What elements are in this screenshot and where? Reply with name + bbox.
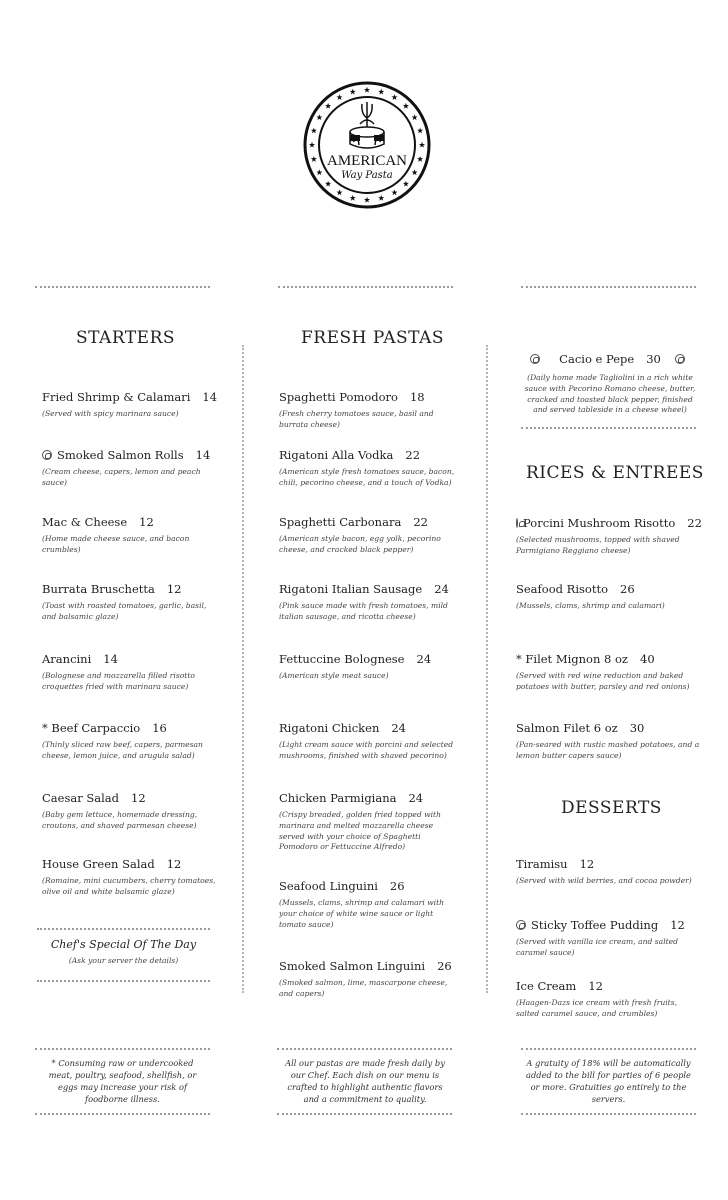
star-icon — [364, 87, 370, 93]
divider — [521, 1048, 696, 1050]
star-icon — [350, 89, 356, 95]
item-price: 12 — [588, 979, 603, 993]
item-price: 12 — [139, 515, 154, 529]
menu-item — [42, 515, 222, 556]
menu-item — [279, 721, 459, 762]
item-price: 12 — [670, 918, 685, 932]
star-icon — [378, 89, 384, 95]
star-icon — [336, 94, 342, 100]
divider — [37, 928, 210, 930]
item-name: Cacio e Pepe — [559, 352, 635, 366]
item-desc: (Fresh cherry tomatoes sauce, basil and burrata cheese) — [279, 409, 434, 429]
item-price: 14 — [103, 652, 118, 666]
item-price: 12 — [131, 791, 146, 805]
item-name: Fried Shrimp & Calamari — [42, 390, 191, 404]
item-name: Seafood Risotto — [516, 582, 608, 596]
divider — [37, 980, 210, 982]
item-name: Rigatoni Alla Vodka — [279, 448, 394, 462]
item-name: Salmon Filet 6 oz — [516, 721, 618, 735]
menu-item-header — [279, 959, 459, 973]
menu-item-header — [42, 652, 222, 666]
menu-item — [279, 652, 459, 682]
item-name: Caesar Salad — [42, 791, 120, 805]
footer-note-consumer-advisory: * Consuming raw or undercooked meat, poultry, seafood, shellfish, or eggs may increase your risk of foodborne illness. — [48, 1058, 197, 1105]
menu-item — [42, 857, 222, 898]
divider — [277, 1113, 452, 1115]
divider — [35, 1048, 210, 1050]
menu-item-header — [516, 652, 701, 666]
menu-item — [516, 652, 701, 693]
leaf-icon — [516, 920, 526, 930]
item-name: Rigatoni Chicken — [279, 721, 380, 735]
column-divider — [486, 345, 488, 993]
item-desc: (Light cream sauce with porcini and selected mushrooms, finished with shaved pecorino) — [279, 740, 454, 760]
star-icon — [412, 169, 418, 175]
star-icon — [350, 195, 356, 201]
item-price: 40 — [640, 652, 655, 666]
item-name: Burrata Bruschetta — [42, 582, 155, 596]
item-price: 26 — [437, 959, 452, 973]
star-icon — [378, 195, 384, 201]
star-icon — [391, 189, 397, 195]
item-name: Smoked Salmon Linguini — [279, 959, 426, 973]
item-desc: (Daily home made Tagliolini in a rich white sauce with Pecorino Romano cheese, butter, cracked and toasted black pepper, finished and served tableside in a cheese wheel) — [524, 373, 696, 415]
footer-note-gratuity: A gratuity of 18% will be automatically added to the bill for parties of 6 people or more. Gratuities go entirely to the servers. — [526, 1058, 691, 1105]
item-desc: (Thinly sliced raw beef, capers, parmesan cheese, lemon juice, and arugula salad) — [42, 740, 203, 760]
section-title-pastas: FRESH PASTAS — [301, 328, 445, 348]
item-name: Spaghetti Pomodoro — [279, 390, 398, 404]
star-icon — [403, 181, 409, 187]
logo-line1: AMERICAN — [326, 153, 408, 169]
star-icon — [309, 142, 315, 148]
item-desc: (Served with wild berries, and cocoa powder) — [516, 876, 692, 885]
leaf-icon — [530, 354, 540, 364]
item-desc: (Served with vanilla ice cream, and salted caramel sauce) — [516, 937, 679, 957]
item-desc: (Pink sauce made with fresh tomatoes, mild italian sausage, and ricotta cheese) — [279, 601, 448, 621]
menu-item — [279, 791, 459, 853]
star-icon — [417, 156, 423, 162]
item-name: Porcini Mushroom Risotto — [523, 516, 676, 530]
menu-item — [516, 721, 701, 762]
item-price: 22 — [413, 515, 428, 529]
menu-item — [279, 448, 459, 489]
menu-item-header — [279, 582, 459, 596]
menu-item — [279, 959, 459, 1000]
star-icon — [391, 94, 397, 100]
star-icon — [311, 128, 317, 134]
menu-item-header — [516, 516, 701, 530]
menu-item-header — [279, 721, 459, 735]
item-name: Mac & Cheese — [42, 515, 128, 529]
menu-item — [279, 390, 459, 431]
menu-item-header — [279, 448, 459, 462]
item-price: 24 — [408, 791, 424, 805]
menu-item — [42, 448, 222, 489]
item-desc: (Smoked salmon, lime, mascarpone cheese, and capers) — [279, 978, 448, 998]
item-price: 30 — [629, 721, 645, 735]
item-price: 24 — [391, 721, 406, 735]
menu-item-header — [516, 979, 701, 993]
menu-item — [42, 721, 222, 762]
item-desc: (Mussels, clams, shrimp and calamari with your choice of white wine sauce or light tomato sauce) — [279, 898, 445, 929]
leaf-icon — [675, 354, 685, 364]
item-name: Spaghetti Carbonara — [279, 515, 402, 529]
star-icon — [403, 103, 409, 109]
item-desc: (Romaine, mini cucumbers, cherry tomatoes, olive oil and white balsamic glaze) — [42, 876, 216, 896]
section-title-desserts: DESSERTS — [561, 798, 662, 818]
item-name: Arancini — [42, 652, 92, 666]
star-icon — [316, 114, 322, 120]
star-icon — [417, 128, 423, 134]
star-icon — [364, 197, 370, 203]
divider — [35, 286, 210, 288]
item-name: Ice Cream — [516, 979, 577, 993]
menu-item-header — [279, 791, 459, 805]
item-name: * Filet Mignon 8 oz — [516, 652, 628, 666]
menu-item-header — [279, 515, 459, 529]
item-name: Seafood Linguini — [279, 879, 378, 893]
menu-item — [516, 516, 701, 557]
item-name: Fettuccine Bolognese — [279, 652, 405, 666]
item-price: 30 — [646, 352, 661, 366]
divider — [277, 1048, 452, 1050]
item-desc: (Baby gem lettuce, homemade dressing, croutons, and shaved parmesan cheese) — [42, 810, 198, 830]
item-price: 22 — [687, 516, 702, 530]
item-price: 14 — [202, 390, 218, 404]
item-desc: (Haagen-Dazs ice cream with fresh fruits, salted caramel sauce, and crumbles) — [516, 998, 678, 1018]
star-icon — [316, 169, 322, 175]
menu-item-header — [42, 448, 222, 462]
menu-item-header — [42, 582, 222, 596]
item-name: Sticky Toffee Pudding — [531, 918, 659, 932]
item-desc: (American style bacon, egg yolk, pecorino cheese, and cracked black pepper) — [279, 534, 441, 554]
star-icon — [325, 181, 331, 187]
item-desc: (Home made cheese sauce, and bacon crumbles) — [42, 534, 190, 554]
menu-item — [279, 582, 459, 623]
item-desc: (Mussels, clams, shrimp and calamari) — [516, 601, 665, 610]
item-name: House Green Salad — [42, 857, 155, 871]
american-way-pasta-logo — [302, 80, 432, 210]
menu-item — [279, 515, 459, 556]
divider — [521, 286, 696, 288]
item-desc: (Pan-seared with rustic mashed potatoes, and a lemon butter capers sauce) — [516, 740, 700, 760]
menu-item — [42, 791, 222, 832]
item-price: 16 — [152, 721, 167, 735]
cacio-e-pepe-item — [521, 352, 699, 416]
menu-item-header — [279, 390, 459, 404]
menu-item-header — [516, 582, 701, 596]
leaf-icon — [516, 518, 518, 528]
item-price: 22 — [405, 448, 421, 462]
star-icon — [311, 156, 317, 162]
item-name: * Beef Carpaccio — [42, 721, 141, 735]
menu-item — [516, 918, 701, 959]
item-price: 18 — [409, 390, 425, 404]
menu-item-header — [516, 857, 701, 871]
menu-item-header — [279, 879, 459, 893]
item-price: 24 — [416, 652, 432, 666]
menu-item-header — [42, 791, 222, 805]
item-price: 14 — [195, 448, 211, 462]
menu-item — [42, 582, 222, 623]
item-desc: (Cream cheese, capers, lemon and peach sauce) — [42, 467, 201, 487]
item-desc: (American style meat sauce) — [279, 671, 389, 680]
item-desc: (Selected mushrooms, topped with shaved Parmigiano Reggiano cheese) — [516, 535, 680, 555]
divider — [35, 1113, 210, 1115]
leaf-icon — [42, 450, 52, 460]
item-desc: (American style fresh tomatoes sauce, bacon, chili, pecorino cheese, and a touch of Vodka) — [279, 467, 455, 487]
menu-item-header — [42, 515, 222, 529]
menu-item-header — [516, 918, 701, 932]
menu-item-header — [279, 652, 459, 666]
logo-line2: Way Pasta — [341, 170, 393, 181]
star-icon — [325, 103, 331, 109]
section-title-starters: STARTERS — [76, 328, 176, 348]
menu-item — [42, 652, 222, 693]
item-name: Tiramisu — [516, 857, 568, 871]
item-price: 26 — [620, 582, 635, 596]
section-title-entrees: RICES & ENTREES — [526, 463, 704, 483]
divider — [521, 1113, 696, 1115]
item-name: Chicken Parmigiana — [279, 791, 397, 805]
menu-item — [516, 857, 701, 887]
column-divider — [242, 345, 244, 993]
item-desc: (Crispy breaded, golden fried topped with marinara and melted mozzarella cheese served with your choice of Spaghetti Pomodoro or Fettuccine Alfredo) — [279, 810, 441, 852]
menu-item — [516, 979, 701, 1020]
item-desc: (Bolognese and mozzarella filled risotto croquettes fried with marinara sauce) — [42, 671, 195, 691]
star-icon — [412, 114, 418, 120]
item-price: 24 — [434, 582, 449, 596]
star-icon — [336, 189, 342, 195]
star-icon — [419, 142, 425, 148]
divider — [278, 286, 453, 288]
item-name: Smoked Salmon Rolls — [57, 448, 184, 462]
footer-note-fresh-pastas: All our pastas are made fresh daily by our Chef. Each dish on our menu is crafted to highlight authentic flavors and a commitment to quality. — [285, 1058, 445, 1105]
item-name: Rigatoni Italian Sausage — [279, 582, 423, 596]
menu-item-header — [42, 857, 222, 871]
menu-item-header — [42, 721, 222, 735]
menu-item — [516, 582, 701, 612]
chef-special-title: Chef's Special Of The Day — [50, 938, 197, 951]
item-price: 12 — [166, 582, 182, 596]
menu-item-header — [42, 390, 222, 404]
item-price: 12 — [166, 857, 182, 871]
menu-item — [42, 390, 222, 420]
item-desc: (Served with red wine reduction and baked potatoes with butter, parsley and red onions) — [516, 671, 690, 691]
item-desc: (Toast with roasted tomatoes, garlic, basil, and balsamic glaze) — [42, 601, 207, 621]
menu-item — [279, 879, 459, 930]
menu-item-header — [516, 721, 701, 735]
chef-special-desc: (Ask your server the details) — [68, 956, 179, 965]
divider — [521, 427, 696, 429]
item-desc: (Served with spicy marinara sauce) — [42, 409, 179, 418]
item-price: 26 — [389, 879, 405, 893]
item-price: 12 — [579, 857, 595, 871]
